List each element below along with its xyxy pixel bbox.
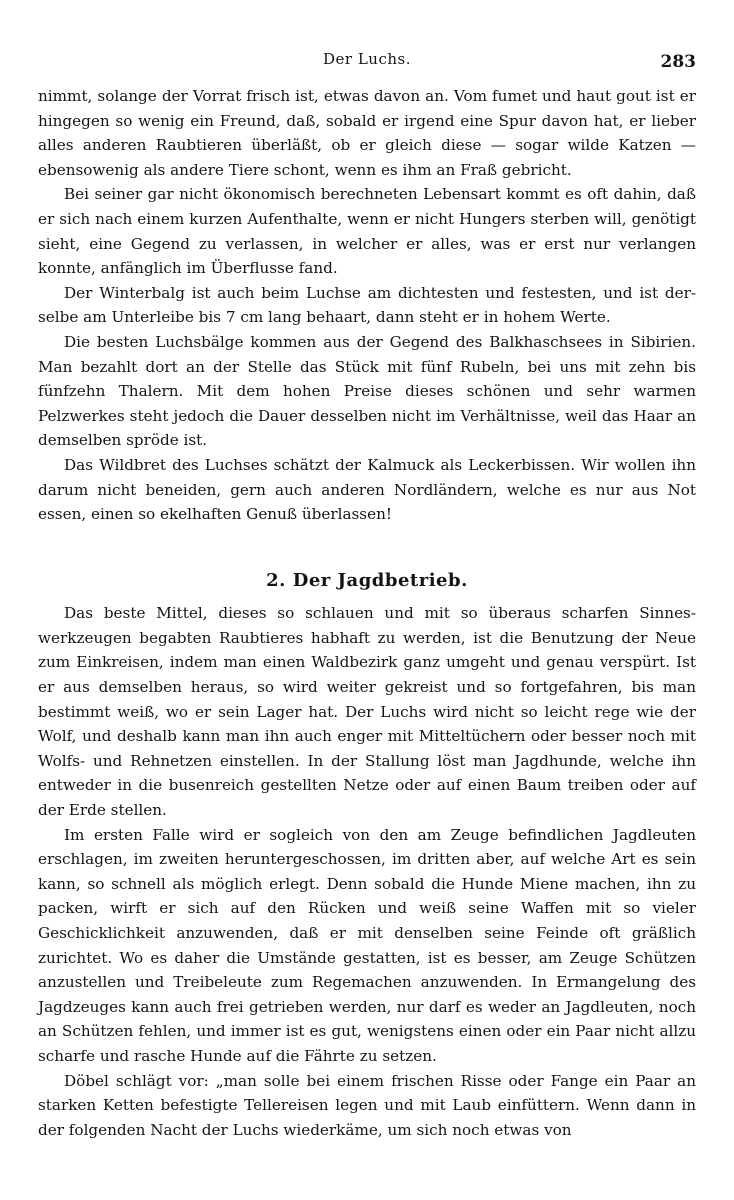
book-page bbox=[38, 50, 696, 1180]
paragraph: Das beste Mittel, dieses so schlauen und mit so überaus scharfen Sinneswerkzeugen begabten Raubtieres habhaft zu werden, ist die Benutzung der Neue zum Einkreisen, indem man einen Waldbezirk ganz umgeht und genau verspürt. Ist er aus demselben heraus, so wird weiter gekreist und so fortgefahren, bis man bestimmt weiß, wo er sein Lager hat. Der Luchs wird nicht so leicht rege wie der Wolf, und deshalb kann man ihn auch enger mit Mitteltüchern oder besser noch mit Wolfs- und Rehnetzen einstellen. In der Stallung löst man Jagdhunde, welche ihn entweder in die busenreich gestellten Netze oder auf einen Baum treiben oder auf der Erde stellen. bbox=[38, 604, 696, 820]
page-number: 283 bbox=[660, 52, 696, 72]
paragraph: Döbel schlägt vor: „man solle bei einem frischen Risse oder Fange ein Paar an starken Ketten befestigte Tellereisen legen und mit Laub einfüttern. Wenn dann in der folgenden Nacht der Luchs wiederkäme, um sich noch etwas von bbox=[38, 1071, 696, 1139]
paragraph-continued: nimmt, solange der Vorrat frisch ist, etwas davon an. Vom fumet und haut gout ist er hingegen so wenig ein Freund, daß, sobald er irgend eine Spur davon hat, er lieber alles anderen Raubtieren überläßt, ob er gleich diese — sogar wilde Katzen — ebensowenig als andere Tiere schont, wenn es ihm an Fraß gebricht. bbox=[38, 87, 696, 179]
paragraph: Bei seiner gar nicht ökonomisch berechneten Lebensart kommt es oft dahin, daß er sich nach einem kurzen Aufenthalte, wenn er nicht Hungers sterben will, genötigt sieht, eine Gegend zu verlassen, in welcher er alles, was er erst nur verlangen konnte, anfänglich im Überflusse fand. bbox=[38, 185, 696, 278]
running-title: Der Luchs. bbox=[323, 50, 411, 68]
section-number: 2. bbox=[266, 569, 286, 591]
paragraph: Die besten Luchsbälge kommen aus der Gegend des Balkhaschsees in Sibirien. Man bezahlt dort an der Stelle das Stück mit fünf Rubeln, bei uns mit zehn bis fünfzehn Thalern. Mit dem hohen Preise dieses schönen und sehr warmen Pelzwerkes steht jedoch die Dauer desselben nicht im Verhältnisse, weil das Haar an demselben spröde ist. bbox=[38, 332, 696, 450]
section-heading bbox=[38, 569, 696, 594]
paragraph: Im ersten Falle wird er sogleich von den am Zeuge befindlichen Jagdleuten erschlagen, im zweiten heruntergeschossen, im dritten aber, auf welche Art es sein kann, so schnell als möglich erlegt. Denn sobald die Hunde Miene machen, ihn zu packen, wirft er sich auf den Rücken und weiß seine Waffen mit so vieler Geschicklichkeit anzuwenden, daß er mit denselben seine Feinde oft gräßlich zurichtet. Wo es daher die Umstände gestatten, ist es besser, am Zeuge Schützen anzustellen und Treibeleute zum Regemachen anzuwenden. In Ermangelung des Jagdzeuges kann auch frei getrieben werden, nur darf es weder an Jagdleuten, noch an Schützen fehlen, und immer ist es gut, wenigstens einen oder ein Paar nicht allzu scharfe und rasche Hunde auf die Fährte zu setzen. bbox=[38, 825, 696, 1065]
section-title: Der Jagdbetrieb. bbox=[292, 569, 468, 591]
body-text bbox=[38, 84, 696, 1142]
running-head bbox=[38, 50, 696, 84]
paragraph: Das Wildbret des Luchses schätzt der Kalmuck als Leckerbissen. Wir wollen ihn darum nicht beneiden, gern auch anderen Nordländern, welche es nur aus Not essen, einen so ekelhaften Genuß überlassen! bbox=[38, 455, 696, 524]
paragraph: Der Winterbalg ist auch beim Luchse am dichtesten und festesten, und ist derselbe am Unterleibe bis 7 cm lang behaart, dann steht er in hohem Werte. bbox=[38, 283, 696, 327]
